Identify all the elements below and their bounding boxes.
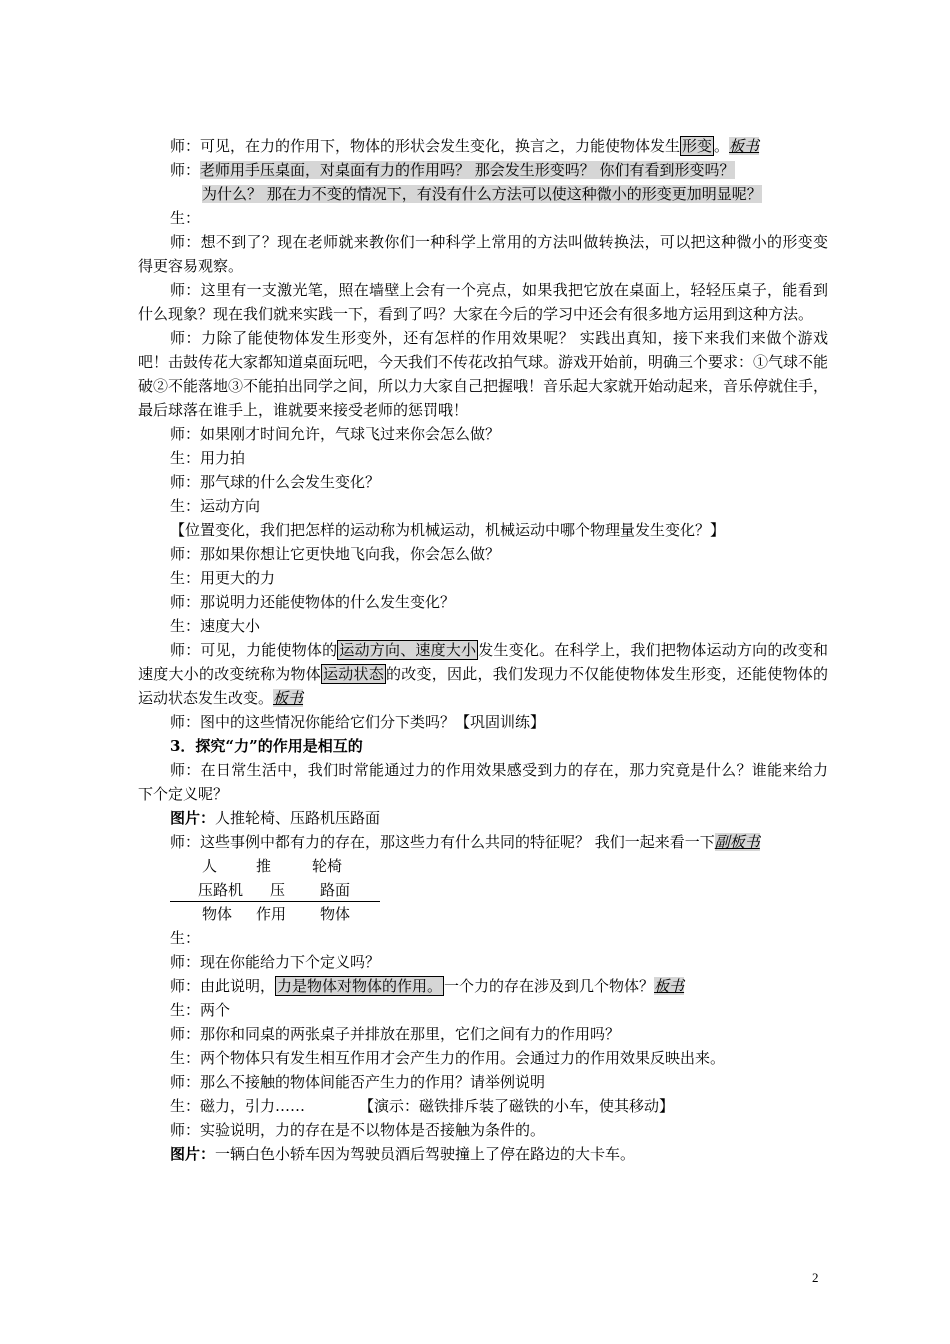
line: 【位置变化，我们把怎样的运动称为机械运动，机械运动中哪个物理量发生变化？】 xyxy=(170,521,726,539)
board-note: 板书 xyxy=(654,977,685,995)
line: 师：实验说明，力的存在是不以物体是否接触为条件的。 xyxy=(170,1121,546,1139)
line: 师：那你和同桌的两张桌子并排放在那里，它们之间有力的作用吗？ xyxy=(170,1025,621,1043)
paragraph: 师：想不到了？现在老师就来教你们一种科学上常用的方法叫做转换法，可以把这种微小的形变变得更容易观察。 xyxy=(138,233,828,275)
text: 师：可见，力能使物体的 xyxy=(170,641,338,659)
page-number: 2 xyxy=(812,1270,819,1285)
text: 发生变化。在科学上，我们把物体运动方向的改变和速度大小的改变统称为物体 xyxy=(138,641,828,683)
label: 图片： xyxy=(170,1145,216,1163)
diagram-word: 作用 xyxy=(256,905,287,923)
line: 生：运动方向 xyxy=(170,497,261,515)
diagram-word: 压 xyxy=(270,881,286,899)
text: 师：这些事例中都有力的存在，那这些力有什么共同的特征呢？ 我们一起来看一下 xyxy=(170,833,715,851)
line xyxy=(138,134,828,158)
text: 。 xyxy=(714,137,730,155)
paragraph: 师：这里有一支激光笔，照在墙壁上会有一个亮点，如果我把它放在桌面上，轻轻压桌子，能看到什么现象？现在我们就来实践一下，看到了吗？大家在今后的学习中还会有很多地方运用到这种方法。 xyxy=(138,281,828,323)
line: 师：那说明力还能使物体的什么发生变化？ xyxy=(170,593,456,611)
line xyxy=(138,974,828,998)
highlight-term: 运动状态 xyxy=(323,665,384,683)
line: 生：用更大的力 xyxy=(170,569,276,587)
line: 生：两个物体只有发生相互作用才会产生力的作用。会通过力的作用效果反映出来。 xyxy=(170,1049,726,1067)
line: 师：现在你能给力下个定义吗？ xyxy=(170,953,381,971)
diagram-word: 轮椅 xyxy=(312,857,343,875)
section-heading: 3．探究“力”的作用是相互的 xyxy=(170,737,363,755)
shaded-text: 老师用手压桌面，对桌面有力的作用吗？ 那会发生形变吗？ 你们有看到形变吗？ xyxy=(200,161,735,179)
line xyxy=(138,182,828,206)
board-note: 板书 xyxy=(729,137,760,155)
text: 生：磁力，引力…… xyxy=(170,1097,306,1115)
document-body xyxy=(138,134,828,1166)
line: 师：图中的这些情况你能给它们分下类吗？【巩固训练】 xyxy=(170,713,546,731)
diagram-word: 人 xyxy=(202,857,218,875)
label: 图片： xyxy=(170,809,216,827)
text: 【演示：磁铁排斥装了磁铁的小车，使其移动】 xyxy=(359,1097,675,1115)
force-diagram xyxy=(138,854,828,926)
line: 生： xyxy=(170,209,201,227)
text: 一个力的存在涉及到几个物体？ xyxy=(444,977,655,995)
highlight-term: 力是物体对物体的作用。 xyxy=(277,977,443,995)
text: 的改变，因此，我们发现力不仅能使物体发生形变，还能使物体的运动状态发生改变。 xyxy=(138,665,828,707)
line: 生：用力拍 xyxy=(170,449,246,467)
line: 生：两个 xyxy=(170,1001,231,1019)
line xyxy=(138,1142,828,1166)
text: 师： xyxy=(170,161,201,179)
line: 生： xyxy=(170,929,201,947)
line: 师：那如果你想让它更快地飞向我，你会怎么做？ xyxy=(170,545,501,563)
line xyxy=(138,806,828,830)
text: 师：可见，在力的作用下，物体的形状会发生变化，换言之，力能使物体发生 xyxy=(170,137,681,155)
diagram-word: 路面 xyxy=(320,881,351,899)
text: 一辆白色小轿车因为驾驶员酒后驾驶撞上了停在路边的大卡车。 xyxy=(215,1145,636,1163)
line: 师：如果刚才时间允许，气球飞过来你会怎么做？ xyxy=(170,425,501,443)
line: 师：那么不接触的物体间能否产生力的作用？请举例说明 xyxy=(170,1073,546,1091)
paragraph xyxy=(138,638,828,710)
line xyxy=(138,158,828,182)
line: 生：速度大小 xyxy=(170,617,261,635)
board-note: 副板书 xyxy=(714,833,760,851)
paragraph: 师：在日常生活中，我们时常能通过力的作用效果感受到力的存在，那力究竟是什么？谁能来给力下个定义呢？ xyxy=(138,761,828,803)
diagram-word: 物体 xyxy=(202,905,233,923)
board-note: 板书 xyxy=(273,689,304,707)
line xyxy=(138,830,828,854)
diagram-word: 压路机 xyxy=(198,881,244,899)
line: 师：那气球的什么会发生变化？ xyxy=(170,473,381,491)
text: 师：由此说明， xyxy=(170,977,276,995)
highlight-term: 形变 xyxy=(682,137,713,155)
text: 人推轮椅、压路机压路面 xyxy=(215,809,381,827)
paragraph: 师：力除了能使物体发生形变外，还有怎样的作用效果呢？ 实践出真知，接下来我们来做个游戏吧！击鼓传花大家都知道桌面玩吧，今天我们不传花改拍气球。游戏开始前，明确三个要求：①气球不能破②不能落地③不能拍出同学之间，所以力大家自己把握哦！音乐起大家就开始动起来，音乐停就住手，最后球落在谁手上，谁就要来接受老师的惩罚哦！ xyxy=(138,329,829,419)
line xyxy=(138,1094,828,1118)
shaded-text: 为什么？ 那在力不变的情况下，有没有什么方法可以使这种微小的形变更加明显呢？ xyxy=(202,185,762,203)
diagram-word: 推 xyxy=(256,857,272,875)
highlight-term: 运动方向、速度大小 xyxy=(339,641,477,659)
diagram-word: 物体 xyxy=(320,905,351,923)
